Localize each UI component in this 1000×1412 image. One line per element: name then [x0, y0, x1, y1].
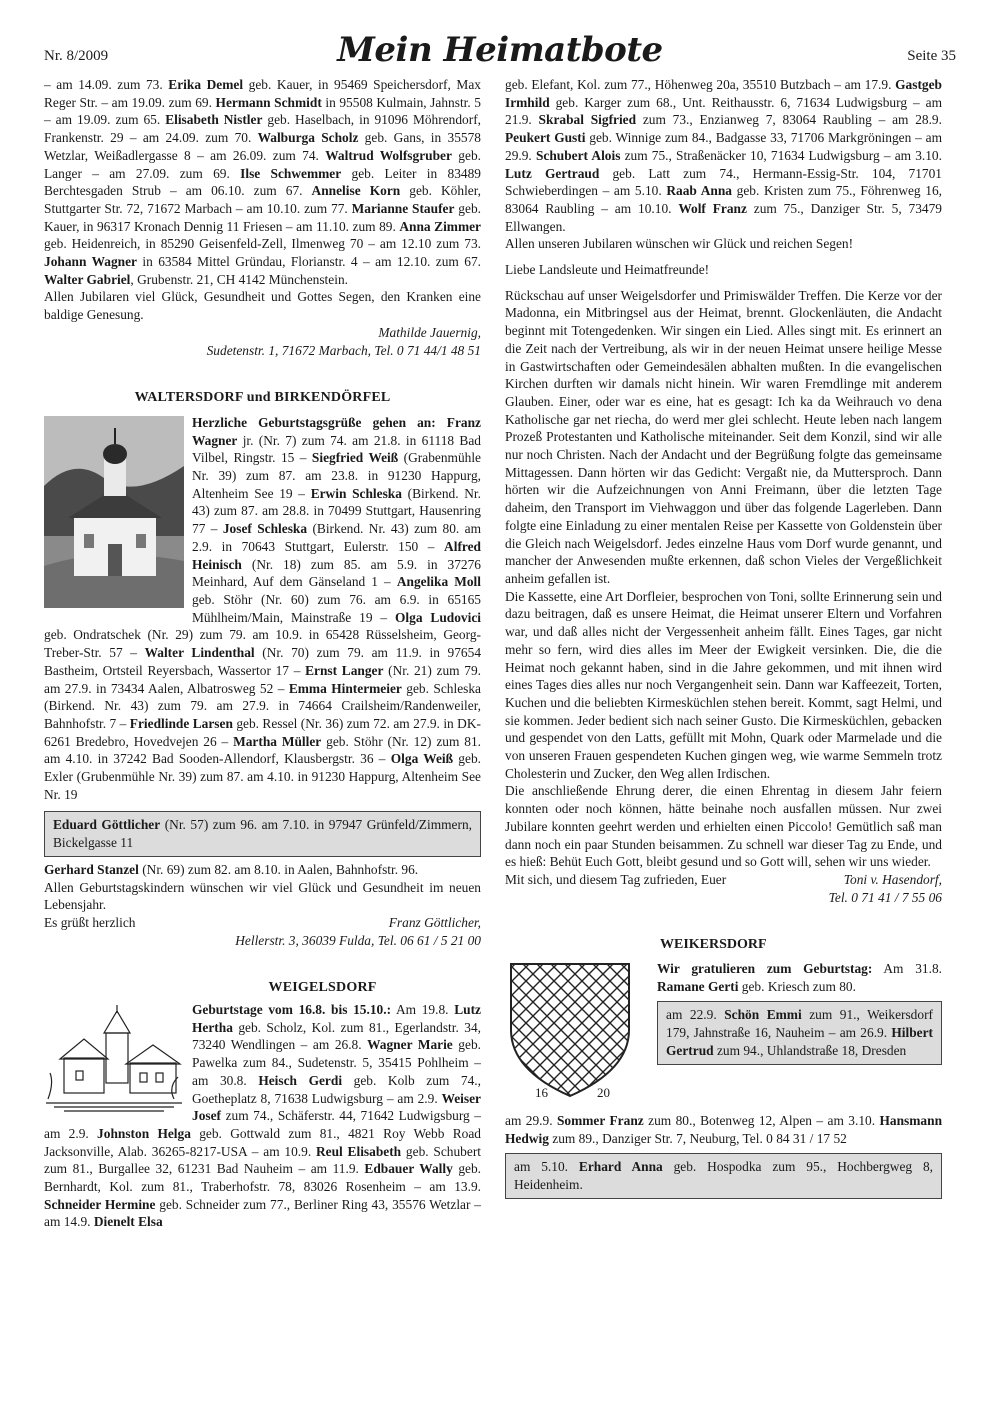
text-run: jr. (Nr. 7) zum 74. am 21.8. in 61118 Bad Vilbel, Ringstr. 15 –: [192, 432, 481, 466]
section-title-weigelsdorf: WEIGELSDORF: [268, 980, 377, 996]
sommer-entry: [505, 1110, 942, 1147]
text-run: in 95508 Kulmain, Jahnstr. 5 – am 19.09. zum 65.: [44, 94, 481, 128]
text-run: geb. Ondratschek (Nr. 29) zum 79. am 10.9. in 65428 Rüsselsheim, Georg-Treber-Str. 57 –: [44, 627, 481, 661]
bold-name: Emma Hintermeier: [288, 680, 402, 696]
bold-name: Ernst Langer: [305, 662, 384, 678]
bold-name: Schubert Alois: [535, 147, 621, 163]
text-run: geb. Schleska (Birkend. Nr. 43) zum 79. am 27.9. in 74664 Crailsheim/Randenweiler, Bahnhofstr. 7 –: [44, 680, 482, 731]
signature-name-2: Franz Göttlicher,: [388, 914, 481, 930]
text-run: zum 94., Uhlandstraße 18, Dresden: [713, 1042, 907, 1058]
bold-name: Herzliche Geburtstagsgrüße gehen an: Franz Wagner: [192, 414, 481, 448]
coat-of-arms: [505, 960, 645, 1110]
highlight-box-schoen: [657, 1001, 942, 1064]
stanzel-entry: [44, 861, 481, 879]
bold-name: Erwin Schleska: [310, 485, 402, 501]
bold-name: Walter Gabriel: [44, 271, 131, 287]
page-number: Seite 35: [907, 48, 956, 64]
bold-name: Marianne Staufer: [351, 200, 455, 216]
text-run: (Nr. 21) zum 79. am 27.9. in 73434 Aalen, Albatrosweg 52 –: [44, 662, 482, 696]
text-run: geb. Stöhr (Nr. 60) zum 76. am 6.9. in 65165 Mühlheim/Main, Mainstraße 19 –: [192, 591, 481, 625]
text-run: am 5.10.: [514, 1159, 579, 1175]
bold-name: Ramane Gerti: [657, 978, 739, 994]
signature-name: Mathilde Jauernig,: [378, 324, 481, 340]
text-run: Am 19.8.: [391, 1002, 455, 1018]
bold-name: Peukert Gusti: [505, 130, 586, 146]
bold-name: Johnston Helga: [97, 1125, 191, 1141]
story-ending: [505, 871, 942, 889]
bold-name: Wir gratulieren zum Geburtstag:: [657, 961, 873, 977]
bold-name: Annelise Korn: [311, 183, 401, 199]
bold-name: Olga Ludovici: [394, 609, 481, 625]
text-run: geb. Pawelka zum 84., Sudetenstr. 5, 35415 Pohlheim – am 30.8.: [192, 1037, 481, 1088]
greeting-line: [44, 914, 481, 932]
text-run: zum 74., Schäferstr. 44, 71642 Ludwigsburg – am 2.9.: [44, 1108, 481, 1141]
highlight-box-goettlicher: [44, 811, 481, 856]
right-column: [505, 76, 942, 1199]
story-paragraph-3: Die anschließende Ehrung derer, die einen Ehrentag in diesem Jahr feiern konnten oder noch können, hätte beinahe noch ausfallen müssen. Nur zwei Jubilare konnten geehrt werden und erhielten einen Piccolo! Gemütlich saß man dann noch ein paar Stunden beisammen. Zu schnell war dieser Tag zu Ende, und es hieß: Behüt Euch Gott, bleibt gesund und so Gott will, sehen wir uns wieder.: [505, 783, 942, 870]
bold-name: Erika Demel: [168, 77, 244, 92]
text-run: geb. Elefant, Kol. zum 77., Höhenweg 20a, 35510 Butzbach – am 17.9.: [505, 77, 896, 92]
text-run: geb. Kolb zum 74., Goetheplatz 8, 71638 Ludwigsburg – am 2.9.: [192, 1072, 482, 1106]
text-run: (Nr. 69) zum 82. am 8.10. in Aalen, Bahnhofstr. 96.: [138, 861, 419, 877]
shield-year-left: 16: [535, 1085, 548, 1101]
bold-name: Lutz Hertha: [192, 1002, 481, 1035]
signature-tel-3: Tel. 0 71 41 / 7 55 06: [828, 889, 942, 905]
text-run: geb. Kauer, in 95469 Speichersdorf, Max Reger Str. – am 19.09. zum 69.: [44, 77, 481, 110]
text-run: geb. Stöhr (Nr. 12) zum 81. am 4.10. in 37242 Bad Sooden-Allendorf, Klausbergstr. 36 –: [44, 733, 481, 767]
text-run: (Nr. 70) zum 79. am 11.9. in 97654 Bastheim, Ortsteil Reyersbach, Wassertor 17 –: [44, 645, 482, 678]
text-run: geb. Gottwald zum 81., 4821 Roy Webb Road Jacksonville, Alab. 36265-8217-USA – am 10.9.: [44, 1125, 482, 1159]
story-paragraph-1: Rückschau auf unser Weigelsdorfer und Primiswälder Treffen. Die Kerze vor der Madonna, ein Mitbringsel aus der Heimat, brennt. Glockenläuten, die Andacht beginnt mit Totengedenken. Wir singen ein Lied. Alles singt mit. Es erinnert an die Zeit nach der Vertreibung, als wir in der neuen Heimat unsere heilige Messe in Gastwirtschaften oder Gemeindesälen abhalten mußten. In die evangelischen Kirchen durften wir damals nicht hinein. Wir waren Fremdlinge mit anderem Glauben. Einer, oder war es eine, hat es gesagt: Ich ka da Weihrauch vo dena Katholische gar net riecha, do werd mer glei schlecht. Heute leben nach langem Prozeß Protestanten und Katholische miteinander. Seit dem Konzil, sind wir alle nur noch Christen. Nach der Andacht und der Begrüßung folgte das gemeinsame Mittagessen. Dann hörten wir das Gedicht: Vergaßt nie, da Muttersproch. Dann hörten wir die Aufzeichnungen von Anni Freimann, über die letzten Tage daheim, den Transport im Viehwaggon und über das folgende Lagerleben. Dann folgte eine Einladung zu einer mentalen Reise per Kassette von Goldenstein über die Gleich nach Weigelsdorf. Jedes einzelne Haus vom Dorf wurde genannt, und mancher der Anwesenden mußte erkennen, daß schon Vieles der Vergeßlichkeit anheim gefallen ist.: [505, 287, 942, 586]
page-header: [44, 26, 956, 82]
bold-name: Heisch Gerdi: [258, 1072, 343, 1088]
bold-name: Weiser Josef: [192, 1090, 481, 1124]
text-run: geb. Leiter in 83489 Berchtesgaden Strub – am 06.10. zum 67.: [44, 165, 482, 199]
text-run: geb. Schneider zum 77., Berliner Ring 43, 35576 Wetzlar – am 14.9.: [44, 1196, 481, 1230]
bold-name: Martha Müller: [233, 733, 322, 749]
text-run: geb. Heidenreich, in 85290 Geisenfeld-Zell, Ilmenweg 70 – am 12.10 zum 73.: [44, 236, 481, 252]
birthday-list-continued: [44, 76, 481, 288]
story-ending-text: Mit sich, und diesem Tag zufrieden, Euer: [505, 871, 727, 887]
salutation: Liebe Landsleute und Heimatfreunde!: [505, 262, 710, 278]
chapel-photo: [44, 416, 184, 613]
bold-name: Wagner Marie: [367, 1037, 453, 1053]
text-run: in 63584 Mittel Gründau, Florianstr. 4 – am 12.10. zum 67.: [136, 254, 481, 270]
text-run: zum 80., Botenweg 12, Alpen – am 3.10.: [643, 1113, 880, 1129]
bold-name: Erhard Anna: [578, 1159, 663, 1175]
text-run: am 29.9.: [505, 1113, 557, 1129]
bold-name: Elisabeth Nistler: [165, 112, 263, 128]
text-run: am 22.9.: [666, 1007, 725, 1023]
bold-name: Josef Schleska: [222, 521, 308, 537]
bold-name: Wolf Franz: [678, 200, 747, 216]
text-run: geb. Kriesch zum 80.: [738, 978, 856, 994]
bold-name: Reul Elisabeth: [315, 1143, 402, 1159]
text-run: geb. Latt zum 74., Hermann-Essig-Str. 104, 71701 Schwieberdingen – am 5.10.: [505, 165, 942, 199]
text-run: zum 91., Weikersdorf 179, Jahnstraße 16, Nauheim – am 26.9.: [666, 1007, 933, 1041]
bold-name: Dienelt Elsa: [93, 1214, 163, 1230]
text-run: , Grubenstr. 21, CH 4142 Münchenstein.: [130, 271, 348, 287]
text-run: (Grabenmühle Nr. 39) zum 87. am 23.8. in 91230 Happurg, Altenheim See 19 –: [192, 450, 481, 501]
bold-name: Raab Anna: [666, 183, 732, 199]
masthead-title: Mein Heimatbote: [337, 30, 663, 70]
bold-name: Ilse Schwemmer: [240, 165, 342, 181]
bold-name: Siegfried Weiß: [311, 450, 399, 466]
text-run: geb. Bernhardt, Kol. zum 81., Traberhofstr. 78, 83026 Rosenheim – am 13.9.: [44, 1161, 482, 1195]
bold-name: Eduard Göttlicher: [53, 817, 161, 833]
bold-name: Hansmann Hedwig: [505, 1113, 943, 1146]
text-run: geb. Winnige zum 84., Badgasse 33, 71706 Markgröningen – am 29.9.: [505, 130, 942, 163]
issue-number: Nr. 8/2009: [44, 48, 109, 64]
birthday-list-continued-right: [505, 76, 942, 235]
text-run: geb. Köhler, Stuttgarter Str. 72, 71672 Marbach – am 10.10. zum 77.: [44, 183, 482, 216]
birthday-wish: Allen Geburtstagskindern wünschen wir viel Glück und Gesundheit im neuen Lebensjahr.: [44, 879, 481, 913]
closing-wish: Allen Jubilaren viel Glück, Gesundheit und Gottes Segen, den Kranken eine baldige Genesung.: [44, 289, 481, 323]
bold-name: Hermann Schmidt: [215, 94, 322, 110]
text-run: geb. Scholz, Kol. zum 81., Egerlandstr. 34, 73240 Wendlingen – am 26.8.: [192, 1019, 481, 1053]
text-run: geb. Gans, in 35578 Wetzlar, Weißadlergasse 8 – am 26.09. zum 74.: [44, 130, 481, 163]
text-run: zum 75., Straßenäcker 10, 71634 Ludwigsburg – am 3.10.: [620, 147, 942, 163]
text-run: (Nr. 57) zum 96. am 7.10. in 97947 Grünfeld/Zimmern, Bickelgasse 11: [53, 817, 472, 851]
text-run: geb. Karger zum 68., Unt. Reithausstr. 6, 71634 Ludwigsburg – am 21.9.: [505, 94, 942, 128]
text-run: geb. Kauer, in 96317 Kronach Dennig 11 Friesen – am 11.10. zum 89.: [44, 200, 481, 234]
section-title-weikersdorf: WEIKERSDORF: [660, 937, 767, 953]
bold-name: Lutz Gertraud: [505, 165, 600, 181]
bold-name: Anna Zimmer: [399, 218, 481, 234]
bold-name: Waltrud Wolfsgruber: [325, 147, 452, 163]
bold-name: Gastgeb Irmhild: [505, 77, 942, 110]
text-run: geb. Schubert zum 81., Burgallee 32, 61231 Bad Nauheim – am 11.9.: [44, 1143, 481, 1177]
bold-name: Edbauer Wally: [364, 1161, 453, 1177]
text-run: geb. Kristen zum 75., Föhrenweg 16, 83064 Raubling – am 10.10.: [505, 183, 942, 216]
text-run: geb. Ressel (Nr. 36) zum 72. am 27.9. in DK-6261 Bredebro, Hovedvejen 26 –: [44, 715, 481, 749]
village-sketch: [44, 1003, 184, 1120]
bold-name: Walburga Scholz: [257, 130, 359, 146]
bold-name: Walter Lindenthal: [144, 645, 255, 661]
text-run: – am 14.09. zum 73.: [44, 77, 169, 92]
signature-name-3: Toni v. Hasendorf,: [843, 871, 942, 887]
weikersdorf-block: [505, 960, 942, 1199]
bold-name: Schneider Hermine: [44, 1196, 156, 1212]
jubilee-wish: Allen unseren Jubilaren wünschen wir Glück und reichen Segen!: [505, 236, 854, 252]
highlight-box-erhard: [505, 1153, 942, 1198]
text-run: geb. Exler (Grubenmühle Nr. 39) zum 87. am 4.10. in 91230 Happurg, Altenheim See Nr. 19: [44, 751, 481, 802]
bold-name: Schön Emmi: [724, 1007, 802, 1023]
bold-name: Sommer Franz: [556, 1113, 644, 1129]
bold-name: Johann Wagner: [44, 254, 137, 270]
text-run: zum 89., Danziger Str. 7, Neuburg, Tel. 0 84 31 / 17 52: [548, 1130, 847, 1146]
bold-name: Friedlinde Larsen: [129, 715, 233, 731]
bold-name: Olga Weiß: [390, 751, 454, 767]
text-run: geb. Langer – am 27.09. zum 69.: [44, 147, 481, 181]
text-run: geb. Haselbach, in 91096 Möhrendorf, Frankenstr. 29 – am 24.09. zum 70.: [44, 112, 482, 146]
bold-name: Hilbert Gertrud: [666, 1025, 933, 1058]
bold-name: Skrabal Sigfried: [538, 112, 637, 128]
bold-name: Gerhard Stanzel: [44, 861, 139, 877]
bold-name: Geburtstage vom 16.8. bis 15.10.:: [192, 1002, 392, 1018]
left-column: [44, 76, 481, 1231]
shield-year-right: 20: [597, 1085, 610, 1101]
text-run: zum 75., Danziger Str. 5, 73479 Ellwangen.: [505, 200, 942, 234]
text-run: Am 31.8.: [872, 961, 942, 977]
greeting-text: Es grüßt herzlich: [44, 914, 136, 930]
bold-name: Alfred Heinisch: [192, 538, 481, 572]
text-run: (Nr. 18) zum 85. am 5.9. in 37276 Meinhard, Auf dem Gänseland 1 –: [192, 556, 481, 590]
text-run: (Birkend. Nr. 43) zum 87. am 28.8. in 70499 Stuttgart, Hausenring 77 –: [192, 485, 482, 537]
text-run: (Birkend. Nr. 43) zum 80. am 2.9. in 70643 Stuttgart, Eulerstr. 150 –: [192, 521, 481, 554]
text-run: zum 73., Enzianweg 7, 83064 Raubling – am 28.9.: [636, 112, 942, 128]
signature-address-2: Hellerstr. 3, 36039 Fulda, Tel. 06 61 / 5 21 00: [235, 932, 481, 948]
text-run: geb. Hospodka zum 95., Hochbergweg 8, Heidenheim.: [514, 1159, 934, 1193]
section-title-waltersdorf: WALTERSDORF und BIRKENDÖRFEL: [134, 390, 391, 406]
signature-address: Sudetenstr. 1, 71672 Marbach, Tel. 0 71 44/1 48 51: [206, 342, 481, 358]
story-paragraph-2: Die Kassette, eine Art Dorfleier, besprochen von Toni, sollte Erinnerung sein und dazu beitragen, daß es unsere Heimat, die Heimat unserer Eltern und Vorfahren war, und daß alles nicht der Vergessenheit anheim fällt. Eines Tages, gar nicht mehr so fern, wird dies alles im Meer der Ewigkeit versinken. Die, die die Heimat noch gekannt haben, sind in die Jahre gekommen, und mit ihnen wird eines Tages dies alles nur noch Vergangenheit sein. Dann war Kaffeezeit, Torten, Kuchen und die beliebten Kirmesküchlen stehen bereit. Kommt, sagt Helmi, und sie kommen. Jeder bedient sich nach seiner Gusto. Die Kirmesküchlen, gebacken und gespendet von den Latts, gefüllt mit Mohn, Quark oder Marmelade und die von unseren Frauen gespendeten Kuchen gingen weg, wie warme Semmeln trotz Cholesterin und Zucker, den Weg allen Irdischen.: [505, 588, 942, 781]
bold-name: Angelika Moll: [396, 574, 482, 590]
